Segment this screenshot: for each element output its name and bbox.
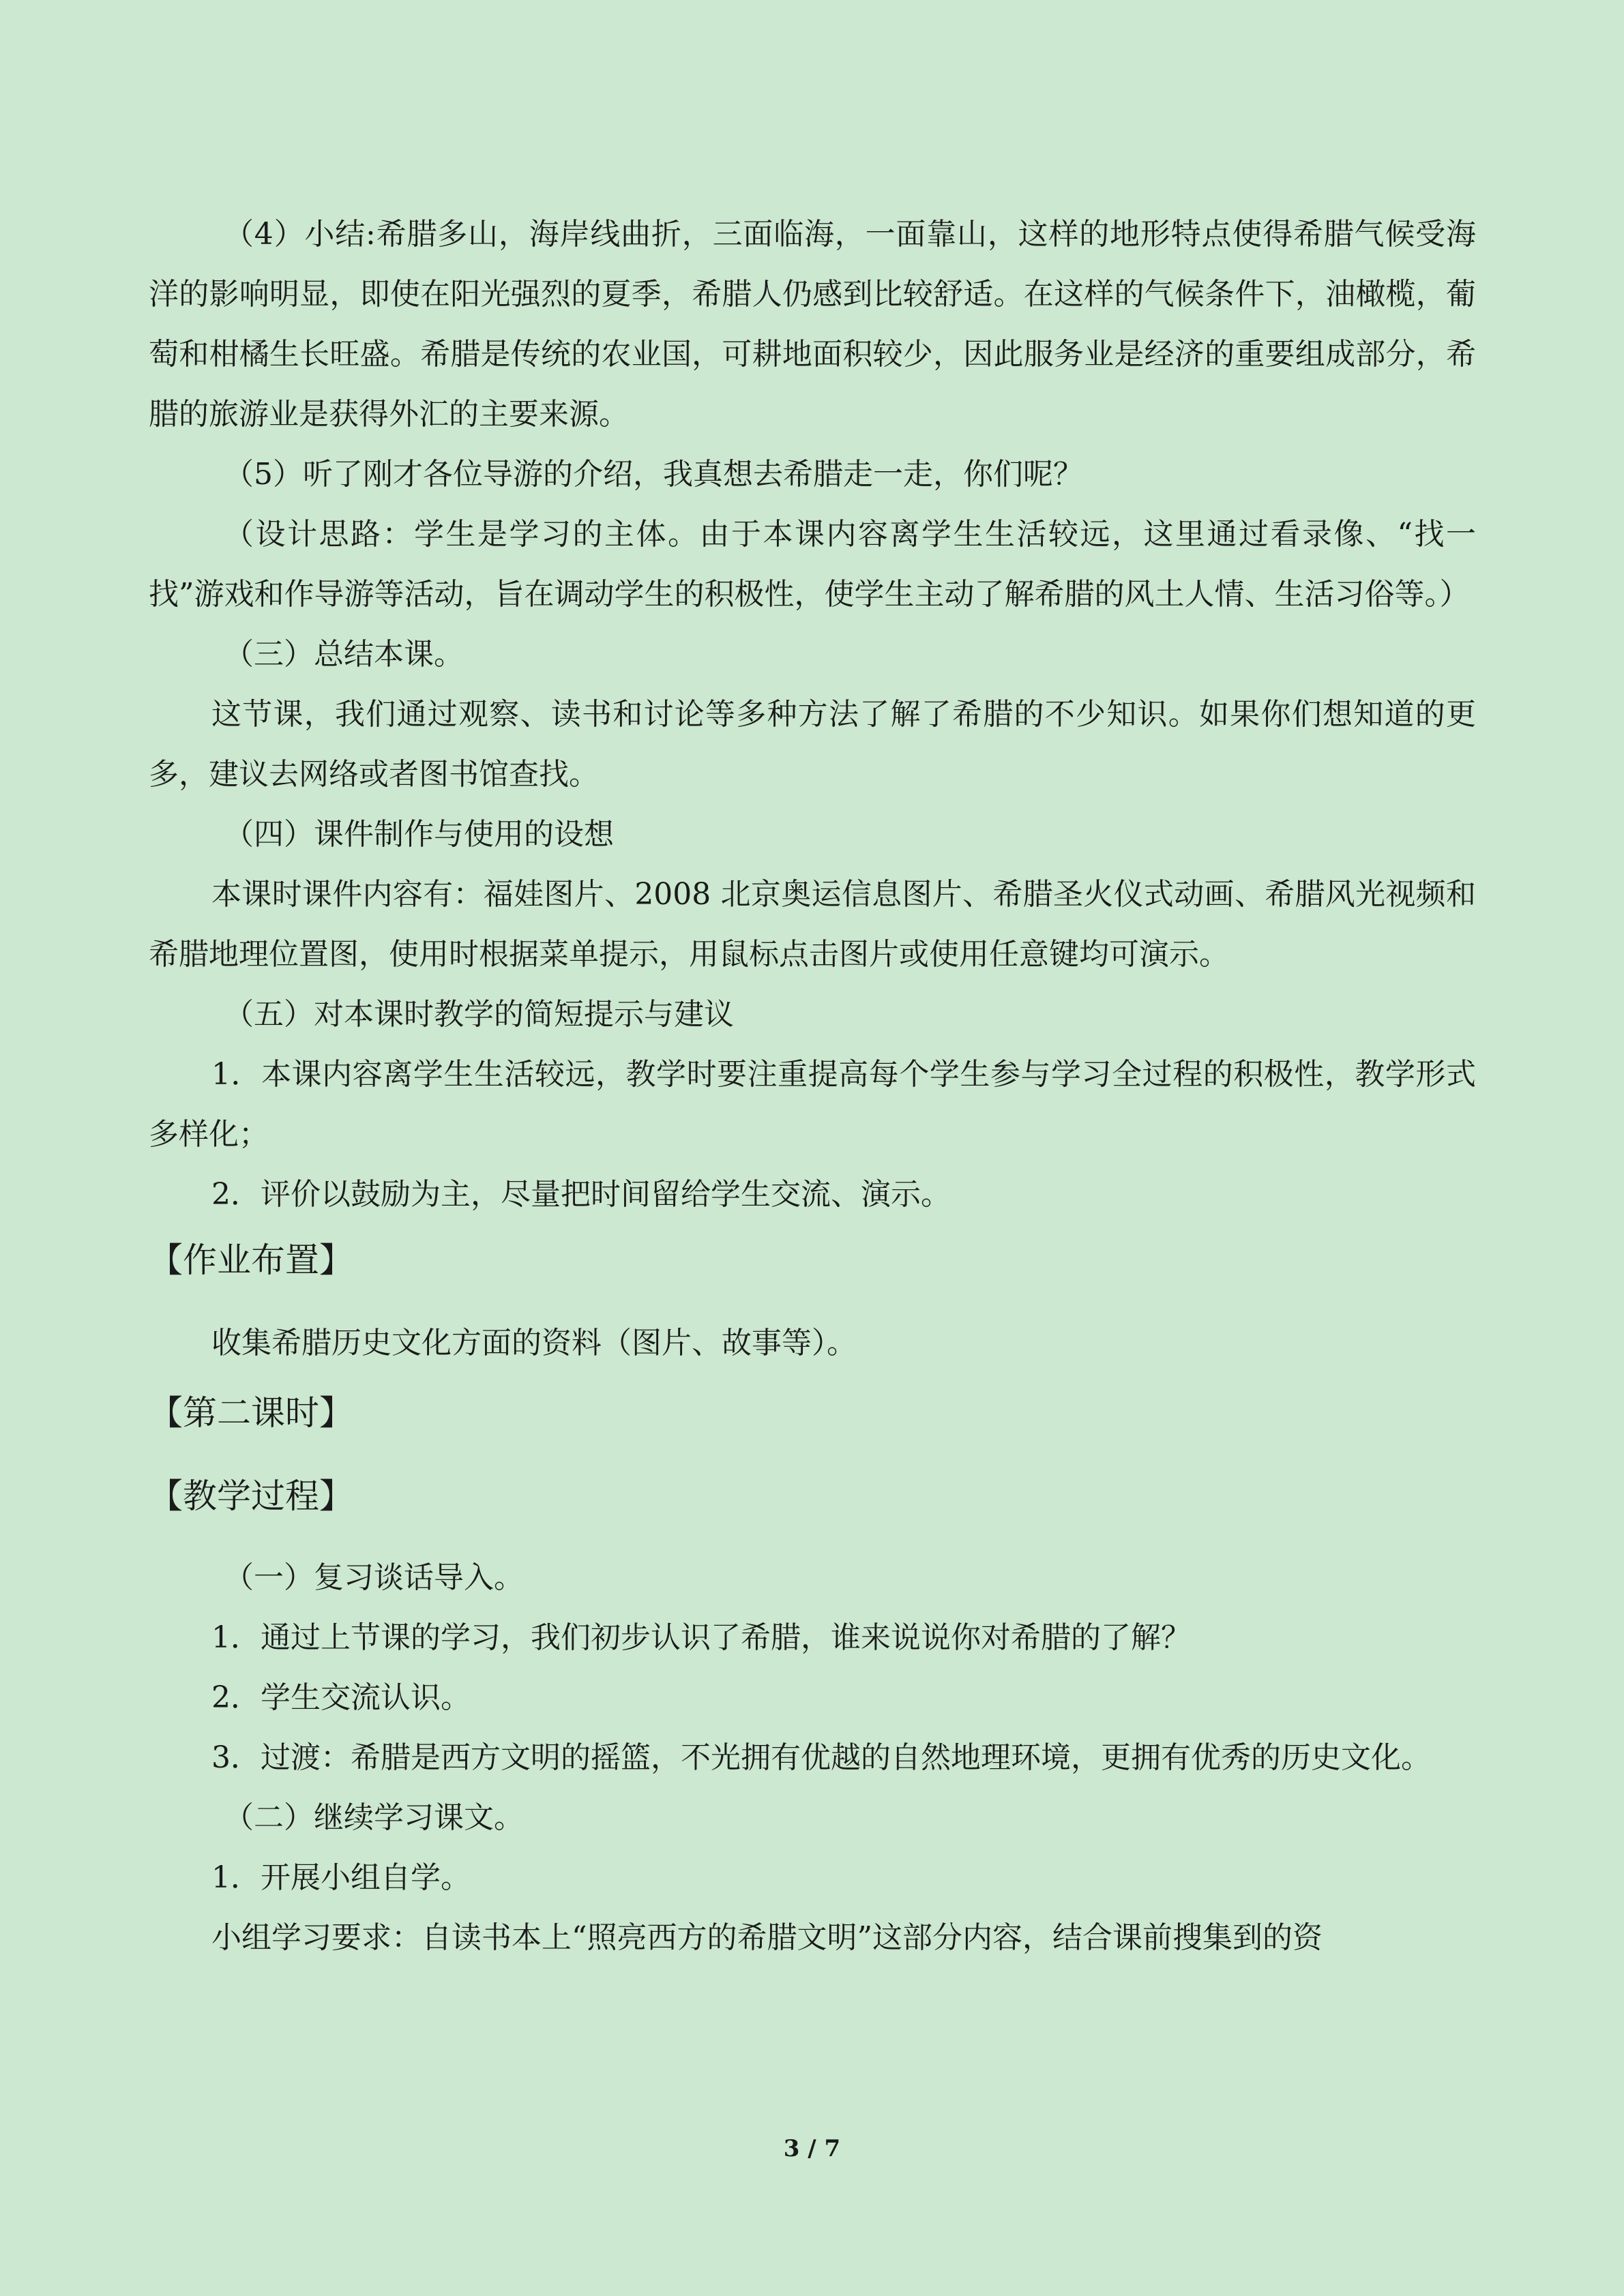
group-study-item: 1．开展小组自学。 [211,1860,471,1895]
group-study-requirement: 小组学习要求：自读书本上“照亮西方的希腊文明”这部分内容，结合课前搜集到的资 [211,1920,1323,1955]
continue-study-title: （二）继续学习课文。 [224,1800,524,1835]
review-item-1: 1．通过上节课的学习，我们初步认识了希腊，谁来说说你对希腊的了解？ [211,1620,1191,1655]
homework-paragraph: 收集希腊历史文化方面的资料（图片、故事等）。 [211,1326,857,1360]
design-idea-paragraph: （设计思路：学生是学习的主体。由于本课内容离学生生活较远，这里通过看录像、“找一找”游戏和作导游等活动，旨在调动学生的积极性，使学生主动了解希腊的风土人情、生活习俗等。） [149,517,1476,612]
courseware-paragraph: 本课时课件内容有：福娃图片、2008 北京奥运信息图片、希腊圣火仪式动画、希腊风光视频和希腊地理位置图，使用时根据菜单提示，用鼠标点击图片或使用任意键均可演示。 [149,877,1476,972]
page-number: 3 / 7 [783,2135,841,2162]
review-item-3: 3．过渡：希腊是西方文明的摇篮，不光拥有优越的自然地理环境，更拥有优秀的历史文化。 [211,1740,1431,1775]
review-item-2: 2．学生交流认识。 [211,1680,471,1715]
paragraph-5: （5）听了刚才各位导游的介绍，我真想去希腊走一走，你们呢？ [224,457,1083,492]
teaching-process-heading: 【教学过程】 [149,1476,353,1516]
suggestion-2: 2．评价以鼓励为主，尽量把时间留给学生交流、演示。 [211,1177,951,1212]
section-three-title: （三）总结本课。 [224,637,464,672]
review-intro-title: （一）复习谈话导入。 [224,1560,524,1595]
suggestion-1: 1．本课内容离学生生活较远，教学时要注重提高每个学生参与学习全过程的积极性，教学形式多样化； [149,1057,1476,1152]
summary-paragraph: （4）小结:希腊多山，海岸线曲折，三面临海，一面靠山，这样的地形特点使得希腊气候受海洋的影响明显，即使在阳光强烈的夏季，希腊人仍感到比较舒适。在这样的气候条件下，油橄榄，葡萄和柑橘生长旺盛。希腊是传统的农业国，可耕地面积较少，因此服务业是经济的重要组成部分，希腊的旅游业是获得外汇的主要来源。 [149,217,1476,432]
section-four-title: （四）课件制作与使用的设想 [224,817,614,852]
section-five-title: （五）对本课时教学的简短提示与建议 [224,997,734,1032]
document-body [149,205,1476,1968]
lesson-two-heading: 【第二课时】 [149,1393,353,1433]
conclusion-paragraph: 这节课，我们通过观察、读书和讨论等多种方法了解了希腊的不少知识。如果你们想知道的更多，建议去网络或者图书馆查找。 [149,697,1476,792]
homework-heading: 【作业布置】 [149,1240,353,1280]
